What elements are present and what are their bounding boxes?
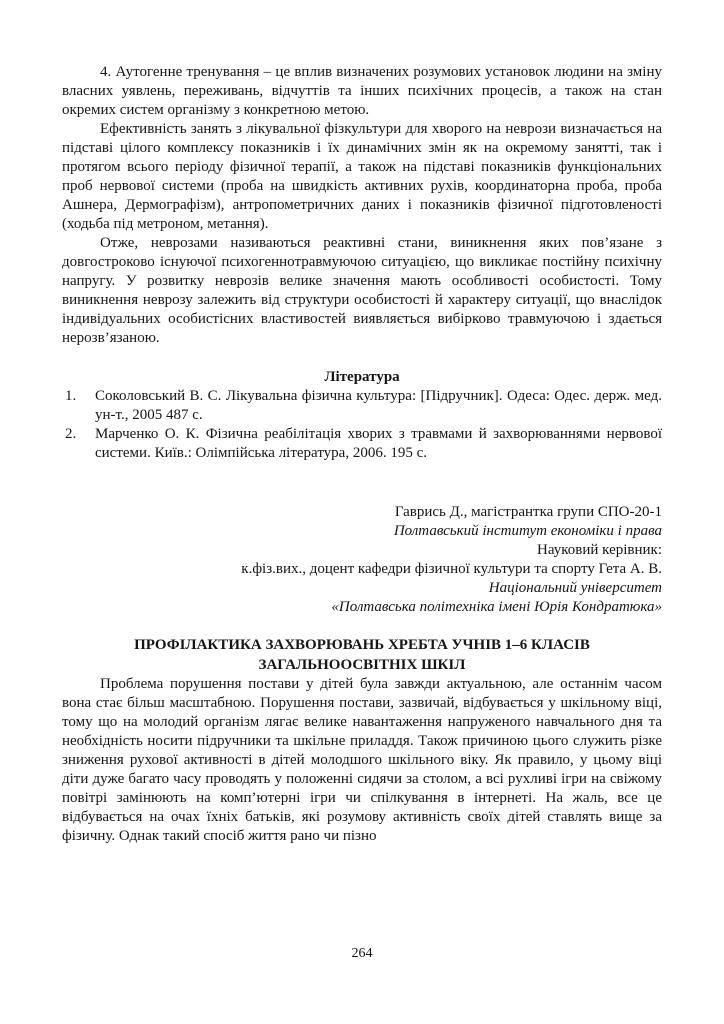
reference-text: Марченко О. К. Фізична реабілітація хворих з травмами й захворюваннями нервової системи. Київ.: Олімпійська література, 2006. 195 с. <box>95 426 662 461</box>
paragraph-conclusion: Отже, неврозами називаються реактивні стани, виникнення яких пов’язане з довгостроково існуючої психогеннотравмуючою ситуацією, що викликає постійну психічну напругу. У розвитку неврозів велике значення мають особливості особистості. Тому виникнення неврозу залежить від структури особистості й характеру ситуації, що внаслідок індивідуальних особистісних властивостей виявляється вибірково травмуючою і здається нерозв’язаною. <box>62 235 662 346</box>
paragraph-effectiveness: Ефективність занять з лікувальної фізкультури для хворого на неврози визначається на підставі цілого комплексу показників і їх динамічних змін як на окремому занятті, так і протягом всього періоду фізичної терапії, а також на підставі показників функціональних проб нервової системи (проба на швидкість активних рухів, координаторна проба, проба Ашнера, Дермографізм), антропометричних даних і показників фізичної підготовленості (ходьба під метроном, метання). <box>62 121 662 232</box>
byline-author: Гаврись Д., магістрантка групи СПО-20-1 <box>394 504 662 520</box>
article-title: ПРОФІЛАКТИКА ЗАХВОРЮВАНЬ ХРЕБТА УЧНІВ 1–6 КЛАСІВ ЗАГАЛЬНООСВІТНІХ ШКІЛ <box>134 637 590 673</box>
paragraph-autogenic-training: 4. Аутогенне тренування – це вплив визначених розумових установок людини на зміну власних уявлень, переживань, відчуттів та інших психічних процесів, а також на стан окремих систем організму з конкретною метою. <box>62 64 662 118</box>
paragraph-posture-problem: Проблема порушення постави у дітей була завжди актуальною, але останнім часом вона стає більш масштабною. Порушення постави, зазвичай, відбувається у шкільному віці, тому що на молодий організм лягає велике навантаження напруженого навчального дня та необхідність носити підручники та шкільне приладдя. Також причиною цього служить різке зниження рухової активності в дітей молодшого шкільного віку. Як правило, у цьому віці діти дуже багато часу проводять у положенні сидячи за столом, а всі рухливі ігри на свіжому повітрі замінюють на комп’ютерні ігри чи спілкування в інтернеті. На жаль, все це відбувається на очах їхніх батьків, які розумову активність своїх дітей ставлять вище за фізичну. Однак такий спосіб життя рано чи пізно <box>62 676 662 844</box>
reference-number: 2. <box>65 426 77 442</box>
byline-supervisor-label: Науковий керівник: <box>537 542 662 558</box>
page-number: 264 <box>351 946 373 961</box>
byline-university: Національний університет <box>488 580 662 596</box>
author-byline-block <box>62 503 662 617</box>
literature-heading: Література <box>324 369 400 385</box>
byline-supervisor: к.фіз.вих., доцент кафедри фізичної культури та спорту Гета А. В. <box>241 561 662 577</box>
page-content <box>62 63 662 846</box>
reference-item <box>62 387 662 425</box>
byline-institution: Полтавський інститут економіки і права <box>393 523 662 539</box>
reference-list <box>62 387 662 463</box>
reference-item <box>62 425 662 463</box>
byline-university-name: «Полтавська політехніка імені Юрія Кондратюка» <box>331 599 662 615</box>
reference-number: 1. <box>65 388 77 404</box>
reference-text: Соколовський В. С. Лікувальна фізична культура: [Підручник]. Одеса: Одес. держ. мед. ун-т., 2005 487 с. <box>95 388 662 423</box>
